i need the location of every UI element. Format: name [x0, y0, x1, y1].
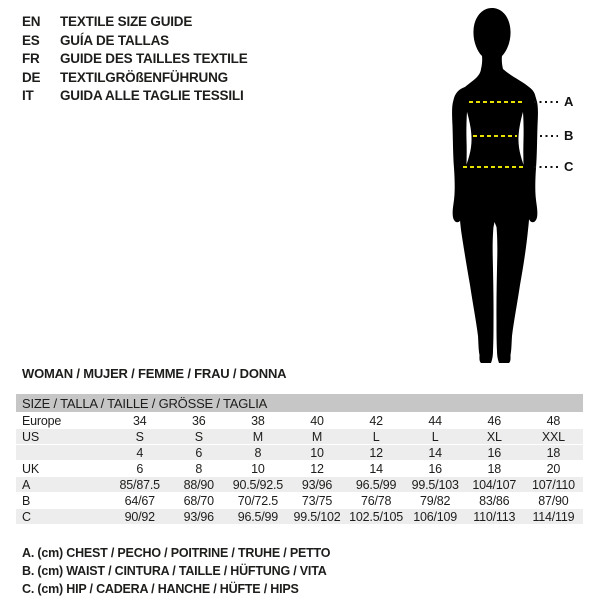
cell: 10 [287, 445, 346, 460]
legend-hip: C. (cm) HIP / CADERA / HANCHE / HÜFTE / HIPS [22, 582, 299, 596]
row-label [16, 445, 110, 460]
cell: 107/110 [524, 477, 583, 492]
measure-label-c: C [564, 159, 574, 174]
cell: 44 [406, 413, 465, 428]
row-label: UK [16, 461, 110, 476]
cell: 48 [524, 413, 583, 428]
cell: 88/90 [169, 477, 228, 492]
cell: 68/70 [169, 493, 228, 508]
table-row-chest-a [16, 477, 583, 492]
cell: 20 [524, 461, 583, 476]
cell: 64/67 [110, 493, 169, 508]
measure-label-a: A [564, 94, 574, 109]
language-code: EN [22, 14, 41, 29]
language-code: DE [22, 69, 41, 85]
cell: S [169, 429, 228, 444]
cell: 36 [169, 413, 228, 428]
language-row-it [22, 87, 248, 106]
language-label: GUIDE DES TAILLES TEXTILE [60, 51, 248, 66]
language-row-de [22, 69, 248, 88]
cell: 102.5/105 [347, 509, 406, 524]
cell: 4 [110, 445, 169, 460]
cell: 6 [110, 461, 169, 476]
cell: 90.5/92.5 [228, 477, 287, 492]
language-label: TEXTILGRÖßENFÜHRUNG [60, 69, 228, 85]
table-row-waist-b [16, 493, 583, 508]
cell: 14 [406, 445, 465, 460]
body-silhouette [458, 8, 536, 363]
cell: XXL [524, 429, 583, 444]
table-header-row [16, 394, 583, 412]
language-code: ES [22, 32, 40, 48]
cell: M [287, 429, 346, 444]
row-label: Europe [16, 413, 110, 428]
cell: 12 [287, 461, 346, 476]
language-row-en [22, 13, 248, 32]
table-row-us [16, 429, 583, 444]
cell: 110/113 [465, 509, 524, 524]
cell: M [228, 429, 287, 444]
cell: 6 [169, 445, 228, 460]
row-label: US [16, 429, 110, 444]
row-label: B [16, 493, 110, 508]
row-label: A [16, 477, 110, 492]
cell: 96.5/99 [228, 509, 287, 524]
language-label: GUÍA DE TALLAS [60, 32, 169, 48]
cell: 38 [228, 413, 287, 428]
cell: L [406, 429, 465, 444]
cell: 16 [406, 461, 465, 476]
language-row-es [22, 32, 248, 51]
cell: 99.5/103 [406, 477, 465, 492]
cell: 42 [347, 413, 406, 428]
measurement-legend [22, 544, 330, 598]
cell: 90/92 [110, 509, 169, 524]
legend-waist: B. (cm) WAIST / CINTURA / TAILLE / HÜFTUNG / VITA [22, 564, 327, 578]
cell: L [347, 429, 406, 444]
cell: 79/82 [406, 493, 465, 508]
cell: 85/87.5 [110, 477, 169, 492]
cell: 12 [347, 445, 406, 460]
cell: 104/107 [465, 477, 524, 492]
language-label: GUIDA ALLE TAGLIE TESSILI [60, 88, 244, 103]
cell: 8 [228, 445, 287, 460]
cell: S [110, 429, 169, 444]
cell: 46 [465, 413, 524, 428]
language-list [22, 13, 248, 106]
cell: 18 [465, 461, 524, 476]
cell: 70/72.5 [228, 493, 287, 508]
cell: 18 [524, 445, 583, 460]
cell: XL [465, 429, 524, 444]
language-label: TEXTILE SIZE GUIDE [60, 14, 193, 29]
cell: 16 [465, 445, 524, 460]
cell: 114/119 [524, 509, 583, 524]
table-row-europe [16, 413, 583, 428]
cell: 10 [228, 461, 287, 476]
cell: 96.5/99 [347, 477, 406, 492]
row-label: C [16, 509, 110, 524]
language-row-fr [22, 50, 248, 69]
cell: 40 [287, 413, 346, 428]
legend-chest: A. (cm) CHEST / PECHO / POITRINE / TRUHE / PETTO [22, 546, 331, 560]
table-row-uk [16, 461, 583, 476]
size-table [16, 393, 583, 525]
cell: 8 [169, 461, 228, 476]
table-row-us-numeric [16, 445, 583, 460]
cell: 106/109 [406, 509, 465, 524]
cell: 76/78 [347, 493, 406, 508]
table-row-hip-c [16, 509, 583, 524]
table-header: SIZE / TALLA / TAILLE / GRÖSSE / TAGLIA [16, 394, 583, 412]
language-code: FR [22, 51, 40, 66]
cell: 93/96 [169, 509, 228, 524]
cell: 87/90 [524, 493, 583, 508]
cell: 14 [347, 461, 406, 476]
measure-label-b: B [564, 128, 574, 143]
woman-silhouette-figure [440, 0, 600, 375]
cell: 99.5/102 [287, 509, 346, 524]
section-title-woman: WOMAN / MUJER / FEMME / FRAU / DONNA [22, 366, 287, 381]
cell: 83/86 [465, 493, 524, 508]
language-code: IT [22, 88, 34, 103]
cell: 34 [110, 413, 169, 428]
cell: 93/96 [287, 477, 346, 492]
cell: 73/75 [287, 493, 346, 508]
